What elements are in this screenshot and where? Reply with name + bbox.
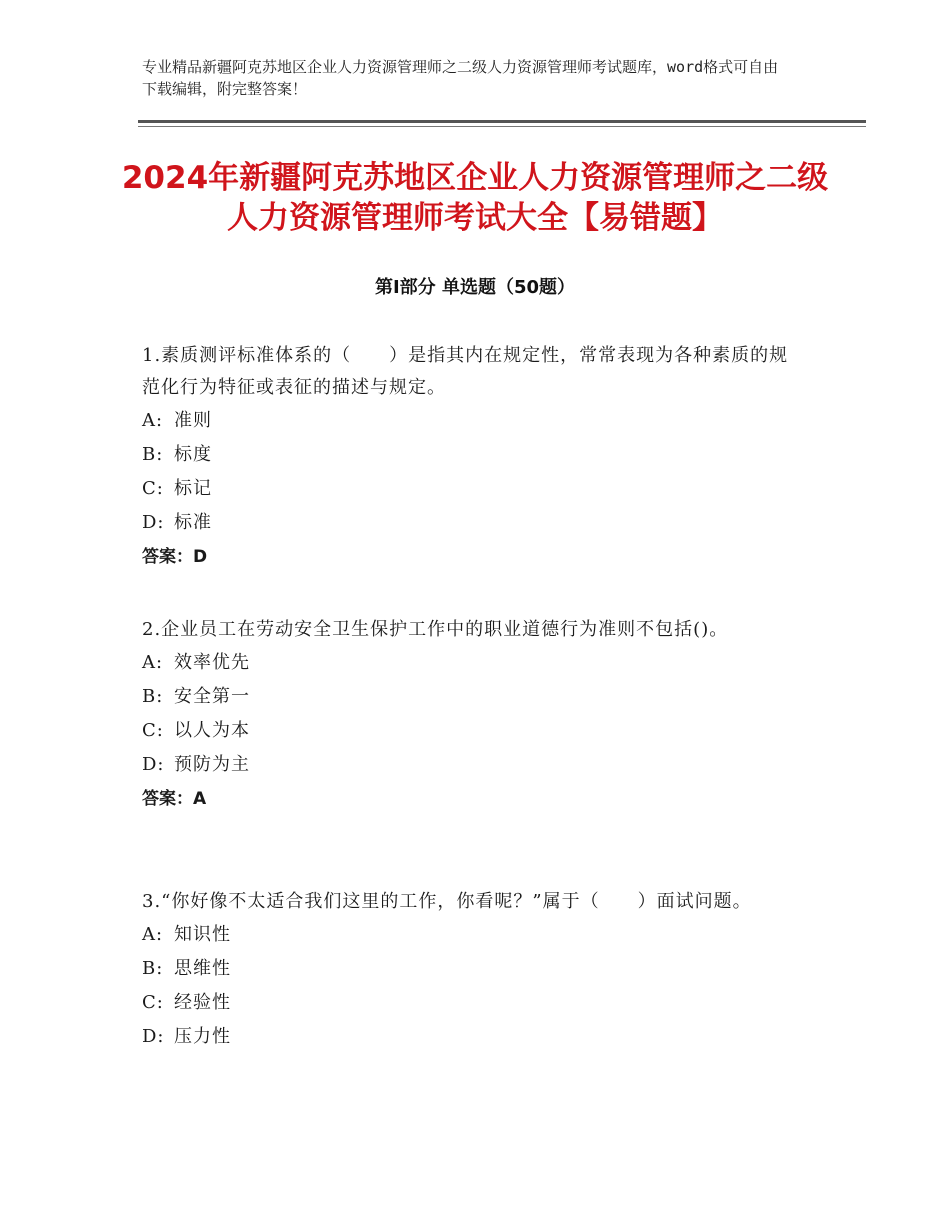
question-2 [142, 614, 802, 816]
header-note: 专业精品新疆阿克苏地区企业人力资源管理师之二级人力资源管理师考试题库，word格式可自由下载编辑，附完整答案！ [142, 58, 779, 98]
option-letter: C: [142, 478, 164, 499]
option-text: 标记 [174, 478, 212, 499]
question-3 [142, 886, 802, 1054]
option-b [142, 438, 802, 472]
question-stem: 3.“你好像不太适合我们这里的工作，你看呢？”属于（ ）面试问题。 [142, 891, 752, 912]
option-letter: D: [142, 754, 165, 775]
option-c [142, 472, 802, 506]
option-d [142, 748, 802, 782]
option-text: 思维性 [174, 958, 231, 979]
option-text: 标度 [174, 444, 212, 465]
option-c [142, 986, 802, 1020]
option-letter: C: [142, 720, 164, 741]
section-title: 第Ⅰ部分 单选题（50题） [374, 277, 575, 298]
option-letter: D: [142, 1026, 165, 1047]
option-d [142, 506, 802, 540]
option-text: 标准 [174, 512, 212, 533]
answer-label: 答案：A [142, 789, 207, 809]
option-letter: C: [142, 992, 164, 1013]
question-stem: 1.素质测评标准体系的（ ）是指其内在规定性，常常表现为各种素质的规范化行为特征或表征的描述与规定。 [142, 345, 789, 398]
option-text: 安全第一 [174, 686, 250, 707]
option-text: 经验性 [174, 992, 231, 1013]
option-letter: B: [142, 444, 164, 465]
option-a [142, 918, 802, 952]
option-letter: D: [142, 512, 165, 533]
option-letter: A: [142, 652, 164, 673]
question-stem: 2.企业员工在劳动安全卫生保护工作中的职业道德行为准则不包括()。 [142, 619, 729, 640]
option-text: 知识性 [174, 924, 231, 945]
document-title: 2024年新疆阿克苏地区企业人力资源管理师之二级人力资源管理师考试大全【易错题】 [121, 160, 829, 236]
option-letter: A: [142, 410, 164, 431]
question-1 [142, 340, 802, 574]
option-letter: A: [142, 924, 164, 945]
option-letter: B: [142, 958, 164, 979]
header-rule-thick [138, 120, 866, 123]
option-text: 效率优先 [174, 652, 250, 673]
option-text: 预防为主 [174, 754, 250, 775]
option-b [142, 952, 802, 986]
option-a [142, 404, 802, 438]
option-b [142, 680, 802, 714]
option-letter: B: [142, 686, 164, 707]
option-text: 压力性 [174, 1026, 231, 1047]
option-a [142, 646, 802, 680]
option-text: 准则 [174, 410, 212, 431]
header-rule-thin [138, 126, 866, 127]
answer-label: 答案：D [142, 547, 208, 567]
option-d [142, 1020, 802, 1054]
option-text: 以人为本 [174, 720, 250, 741]
option-c [142, 714, 802, 748]
